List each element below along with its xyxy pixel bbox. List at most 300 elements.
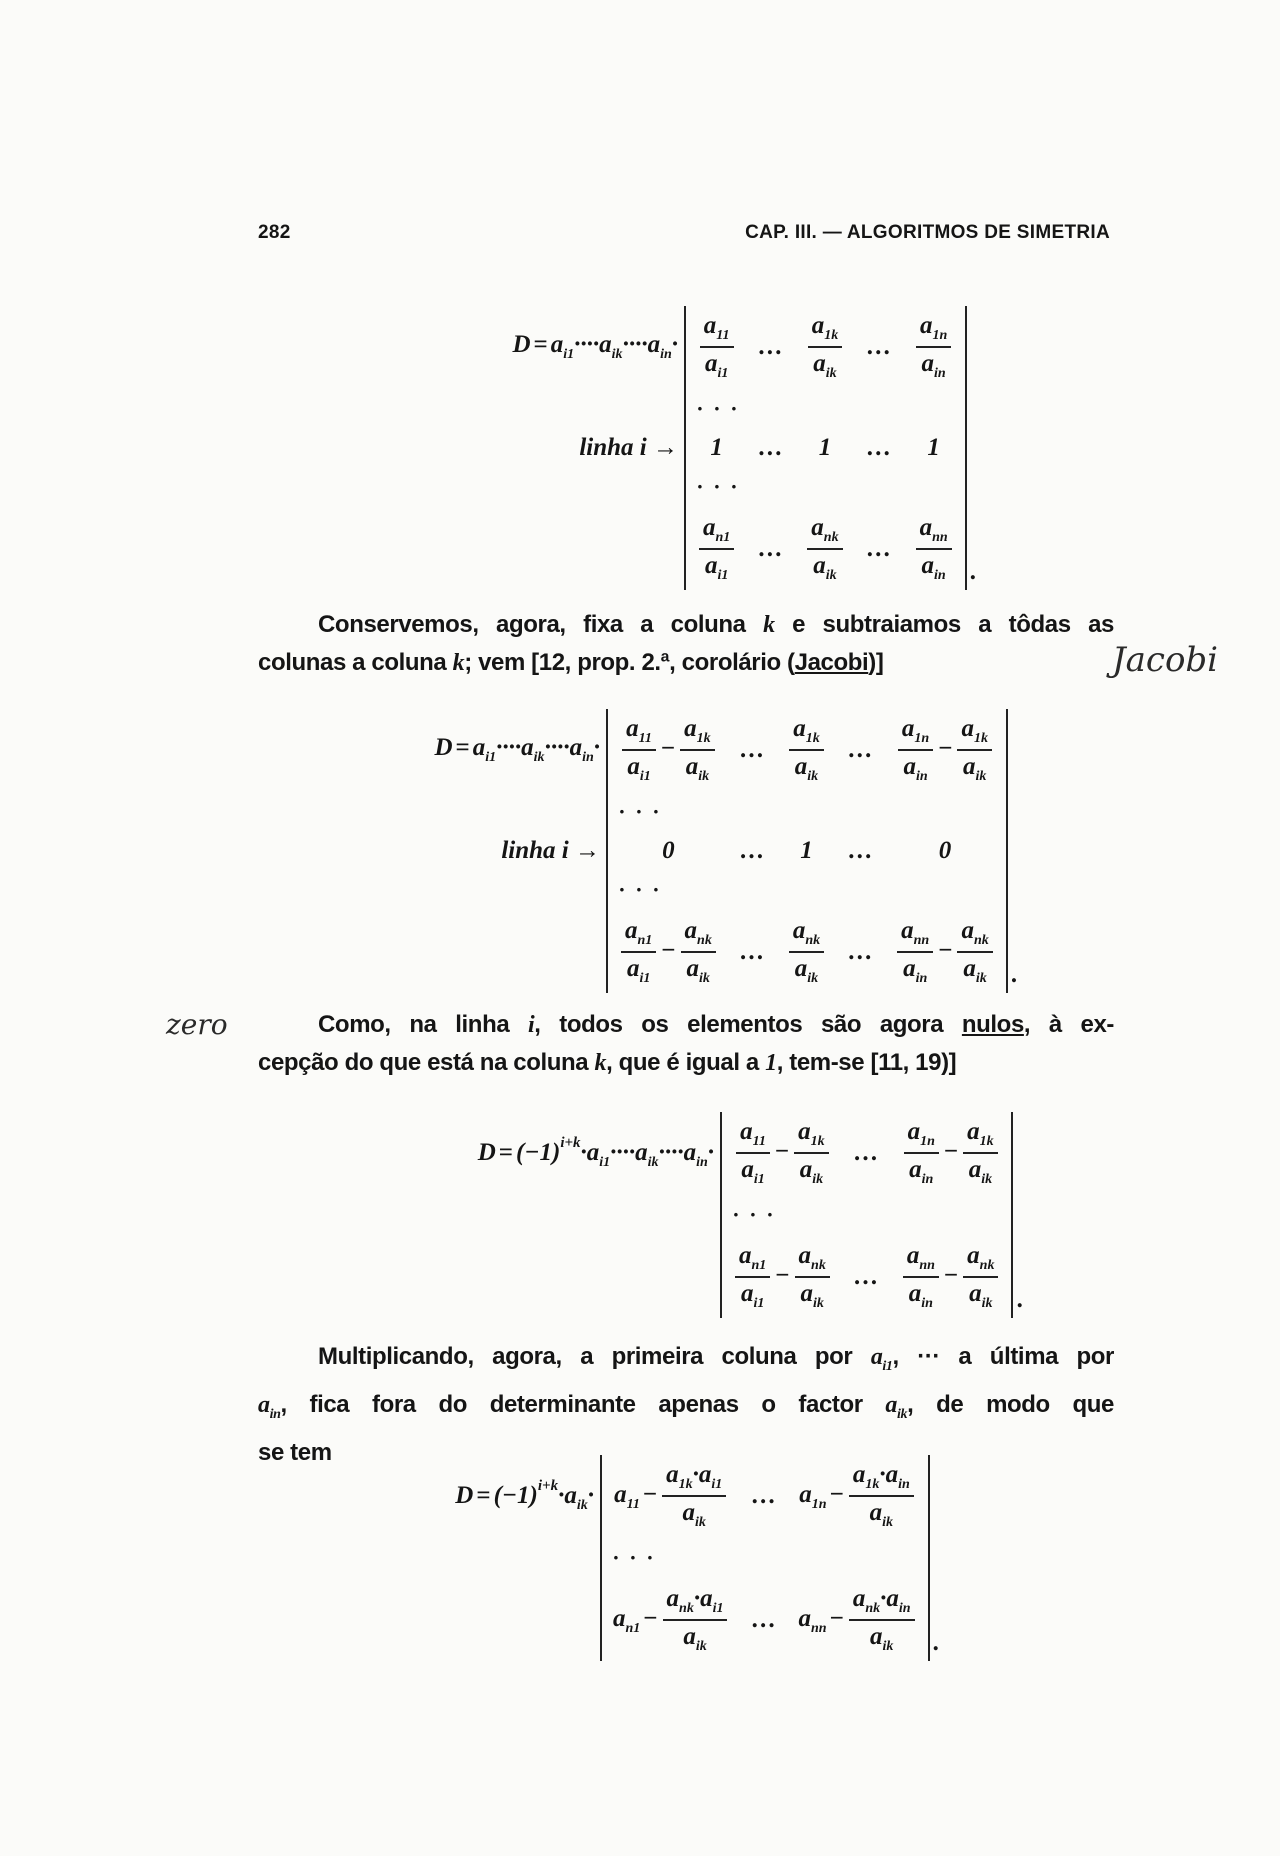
- math-text: ·: [587, 1482, 594, 1509]
- subscript: ik: [695, 1515, 706, 1530]
- row-label: [306, 911, 607, 993]
- subscript: ik: [533, 750, 545, 765]
- formula-determinant-4: [375, 1455, 951, 1661]
- paragraph-2: [258, 1006, 1114, 1082]
- fraction: [680, 713, 715, 787]
- math-text: …: [848, 837, 874, 864]
- text-line: [258, 1006, 1114, 1044]
- paragraph-3: [258, 1338, 1114, 1472]
- denominator: [791, 751, 822, 787]
- math-text: …: [739, 837, 765, 864]
- determinant-cell: [903, 430, 966, 466]
- math-variable: $a_{in}$: [683, 1139, 708, 1170]
- operator: −: [642, 1480, 658, 1508]
- denominator: [899, 953, 931, 989]
- math-text: , fica fora do determinante apenas o factor: [280, 1391, 886, 1418]
- math-variable: $a_{11}$: [740, 1118, 766, 1149]
- row-label: [308, 1112, 721, 1194]
- denominator: [679, 1621, 710, 1657]
- trailing-punctuation: .: [933, 1629, 940, 1656]
- math-text: ; vem [12, prop. 2.ª, corolário (: [464, 649, 795, 676]
- subscript: ik: [825, 366, 837, 381]
- numerator: [663, 1583, 728, 1619]
- paragraph-1: [258, 606, 1114, 682]
- subscript: 1k: [973, 731, 988, 746]
- determinant-cell: [837, 709, 884, 791]
- math-variable: $a_{ik}$: [794, 955, 819, 986]
- row-label: [308, 1194, 721, 1236]
- determinant-cell: [740, 1579, 787, 1661]
- math-text: (−1): [516, 1139, 561, 1166]
- subscript: 1n: [811, 1496, 827, 1512]
- math-text: …: [751, 1482, 777, 1509]
- determinant-cell: [794, 306, 855, 388]
- subscript: nn: [919, 1258, 935, 1273]
- math-variable: $a_{i1}$: [700, 1585, 724, 1616]
- math-text: 1: [710, 434, 723, 461]
- determinant-cell: [729, 709, 776, 791]
- page-number: 282: [258, 222, 291, 243]
- determinant-cell: [794, 430, 855, 466]
- inline-math: [885, 1392, 908, 1422]
- math-variable: $a_{in}$: [908, 1280, 933, 1311]
- numerator: [789, 713, 824, 749]
- math-variable: $a_{nk}$: [792, 917, 821, 948]
- denominator: [809, 348, 840, 384]
- operator: −: [774, 1137, 790, 1165]
- math-text: , que é igual a: [606, 1049, 766, 1076]
- row-label: [306, 791, 607, 833]
- numerator: [699, 512, 734, 548]
- fraction: [808, 310, 843, 384]
- row-label: [382, 388, 685, 430]
- math-text: ·: [558, 1482, 565, 1509]
- numerator: [735, 1240, 770, 1276]
- math-variable: $a_{ik}$: [800, 1280, 824, 1311]
- math-text: ·: [574, 331, 581, 358]
- math-variable: $a_{ik}$: [813, 350, 837, 381]
- subscript: i1: [485, 750, 497, 765]
- math-variable: $a_{in}$: [903, 955, 928, 986]
- subscript: in: [696, 1155, 708, 1170]
- math-text: linha i →: [501, 837, 600, 864]
- numerator: [795, 1240, 830, 1276]
- determinant-cell: [729, 833, 776, 869]
- numerator: [662, 1459, 726, 1495]
- math-text: e subtraiamos a tôdas as: [774, 611, 1114, 638]
- determinant-cell: [747, 508, 794, 590]
- math-text: Multiplicando, agora, a primeira coluna por: [318, 1343, 871, 1370]
- fraction: [735, 1240, 770, 1314]
- superscript: i+k: [537, 1478, 559, 1494]
- determinant-cell: [903, 306, 966, 388]
- subscript: ik: [647, 1155, 659, 1170]
- subscript: 11: [626, 1496, 640, 1512]
- math-text: ·: [692, 1461, 699, 1488]
- math-text: …: [758, 434, 784, 461]
- math-variable: $a_{i1}$: [704, 552, 729, 583]
- numerator: [700, 310, 734, 346]
- denominator: [965, 1278, 996, 1314]
- math-text: , ··· a última por: [892, 1343, 1114, 1370]
- subscript: nn: [810, 1620, 827, 1636]
- numerator: [680, 713, 715, 749]
- math-text: ·: [610, 1139, 617, 1166]
- math-variable: $a_{ik}$: [869, 1623, 894, 1654]
- math-variable: $a_{n1}$: [625, 917, 653, 948]
- determinant-cell: [856, 430, 903, 466]
- math-text: ·: [879, 1461, 886, 1488]
- fraction: [699, 512, 734, 586]
- denominator: [899, 751, 931, 787]
- fraction: [963, 1240, 998, 1314]
- math-text: linha i →: [579, 434, 678, 461]
- operator: −: [938, 734, 953, 762]
- math-text: ·: [658, 1139, 665, 1166]
- italic-symbol: k: [763, 612, 775, 638]
- determinant-row: [306, 869, 1029, 911]
- determinant-row: [375, 1537, 951, 1579]
- subscript: 11: [716, 328, 730, 343]
- determinant-cell: [601, 1455, 740, 1537]
- fraction: [662, 1459, 726, 1533]
- math-text: …: [758, 333, 784, 360]
- subscript: 11: [638, 731, 652, 746]
- math-text: …: [848, 736, 874, 763]
- subscript: in: [269, 1407, 281, 1422]
- math-variable: $a_{in}$: [909, 1156, 934, 1187]
- math-variable: $a_{1k}$: [852, 1461, 880, 1492]
- subscript: in: [921, 1172, 934, 1187]
- fraction: [663, 1583, 728, 1657]
- row-label: [382, 430, 685, 466]
- subscript: 1k: [696, 731, 711, 746]
- superscript: i+k: [560, 1135, 581, 1151]
- math-text: 0: [938, 837, 952, 864]
- determinant-cell: [837, 833, 884, 869]
- trailing-punctuation: [929, 1455, 951, 1537]
- subscript: in: [660, 347, 672, 362]
- determinant-cell: [729, 911, 776, 993]
- determinant-cell: [837, 911, 884, 993]
- math-variable: $a_{in}$: [258, 1392, 281, 1422]
- math-variable: $a_{in}$: [903, 753, 928, 784]
- math-text: D: [477, 1139, 496, 1166]
- row-label: [375, 1455, 601, 1537]
- math-text: ·: [544, 734, 551, 761]
- subscript: 1k: [865, 1477, 880, 1492]
- operator: −: [643, 1604, 658, 1632]
- subscript: ik: [807, 769, 819, 784]
- determinant-row: [375, 1455, 951, 1537]
- math-variable: $a_{ik}$: [635, 1139, 659, 1170]
- determinant-cell: [856, 508, 903, 590]
- row-label: [308, 1236, 721, 1318]
- math-text: ·: [693, 1585, 701, 1612]
- determinant-cell: [890, 1112, 1013, 1194]
- denominator: [682, 751, 713, 787]
- math-variable: $a_{1k}$: [666, 1461, 693, 1492]
- subscript: 1n: [914, 731, 930, 746]
- denominator: [959, 751, 990, 787]
- row-label: [306, 709, 607, 791]
- operator: −: [943, 1261, 959, 1289]
- determinant-table: [375, 1455, 951, 1661]
- math-variable: $a_{ik}$: [686, 955, 710, 986]
- operator: −: [938, 936, 953, 964]
- ellipsis-row: · · ·: [607, 869, 1007, 911]
- math-variable: $a_{nn}$: [919, 514, 948, 545]
- subscript: 1k: [824, 328, 839, 343]
- numerator: [957, 915, 992, 951]
- math-variable: $a_{i1}$: [472, 734, 497, 765]
- subscript: nk: [979, 1258, 995, 1273]
- trailing-punctuation: [929, 1537, 951, 1579]
- math-text: Como, na linha: [318, 1011, 528, 1038]
- math-text: ···: [550, 734, 570, 761]
- subscript: in: [915, 769, 928, 784]
- fraction: [963, 1116, 998, 1190]
- fraction: [957, 915, 992, 989]
- operator: −: [660, 734, 676, 762]
- subscript: ik: [897, 1407, 908, 1422]
- subscript: i1: [717, 366, 729, 381]
- fraction: [903, 1240, 939, 1314]
- trailing-punctuation: .: [970, 558, 977, 585]
- subscript: n1: [625, 1620, 641, 1636]
- math-text: …: [853, 1263, 879, 1290]
- denominator: [679, 1497, 710, 1533]
- math-text: …: [866, 434, 892, 461]
- math-variable: $a_{n1}$: [613, 1604, 641, 1636]
- math-variable: $a_{i1}$: [698, 1461, 723, 1492]
- math-variable: $a_{i1}$: [704, 350, 729, 381]
- subscript: ik: [698, 769, 710, 784]
- numerator: [849, 1583, 915, 1619]
- subscript: i1: [882, 1359, 893, 1374]
- subscript: in: [934, 568, 946, 583]
- determinant-table: [308, 1112, 1035, 1318]
- ellipsis-row: · · ·: [607, 791, 1007, 833]
- subscript: 11: [752, 1134, 766, 1149]
- denominator: [866, 1621, 897, 1657]
- denominator: [797, 1278, 828, 1314]
- ellipsis-row: · · ·: [685, 388, 966, 430]
- row-label: [375, 1579, 601, 1661]
- subscript: 1k: [678, 1477, 693, 1492]
- subscript: ik: [576, 1498, 588, 1513]
- fraction: [898, 713, 933, 787]
- determinant-cell: [685, 508, 747, 590]
- italic-symbol: k: [594, 1050, 607, 1076]
- subscript: nk: [973, 933, 989, 948]
- trailing-punctuation: [966, 466, 988, 508]
- determinant-cell: [601, 1579, 740, 1661]
- subscript: i1: [753, 1296, 765, 1311]
- determinant-row: [382, 388, 988, 430]
- trailing-punctuation: [966, 430, 988, 466]
- math-text: ·: [593, 734, 600, 761]
- row-label: [382, 306, 685, 388]
- operator: −: [943, 1137, 959, 1165]
- text-line: [258, 644, 1114, 682]
- denominator: [701, 348, 732, 384]
- operator: −: [829, 1480, 844, 1508]
- subscript: i1: [712, 1601, 724, 1616]
- fraction: [849, 1459, 914, 1533]
- math-text: ···: [664, 1139, 684, 1166]
- determinant-cell: [685, 430, 747, 466]
- formula-determinant-1: [382, 306, 988, 590]
- math-text: 1: [927, 434, 940, 461]
- math-variable: $a_{i1}$: [627, 753, 651, 784]
- math-variable: $a_{1k}$: [967, 1118, 994, 1149]
- fraction: [622, 713, 656, 787]
- subscript: i1: [711, 1477, 723, 1492]
- math-text: 1: [800, 837, 813, 864]
- text-line: [258, 1386, 1114, 1434]
- formula-determinant-3: [308, 1112, 1035, 1318]
- numerator: [794, 1116, 829, 1152]
- math-text: …: [758, 535, 784, 562]
- numerator: [849, 1459, 914, 1495]
- numerator: [681, 915, 716, 951]
- math-text: (−1): [493, 1482, 538, 1509]
- row-label: [382, 466, 685, 508]
- math-text: , todos os elementos são agora: [534, 1011, 962, 1038]
- math-variable: $a_{1n}$: [799, 1480, 827, 1512]
- determinant-row: [382, 466, 988, 508]
- subscript: 1k: [979, 1134, 994, 1149]
- fraction: [957, 713, 992, 787]
- subscript: i1: [753, 1172, 765, 1187]
- row-label: [306, 833, 607, 869]
- numerator: [916, 512, 952, 548]
- math-variable: $a_{i1}$: [586, 1139, 611, 1170]
- denominator: [796, 1154, 827, 1190]
- numerator: [957, 713, 992, 749]
- math-variable: $a_{ik}$: [683, 1623, 707, 1654]
- math-variable: $a_{n1}$: [703, 514, 731, 545]
- math-variable: $a_{nk}$: [666, 1585, 694, 1616]
- math-variable: $a_{nk}$: [798, 1242, 826, 1273]
- trailing-punctuation: [1007, 709, 1029, 791]
- determinant-cell: [794, 508, 855, 590]
- trailing-punctuation: [1012, 1112, 1034, 1194]
- math-variable: $a_{i1}$: [740, 1280, 765, 1311]
- math-text: colunas a coluna: [258, 649, 453, 676]
- fraction: [795, 1240, 830, 1314]
- subscript: ik: [981, 1296, 993, 1311]
- math-variable: $a_{nk}$: [967, 1242, 995, 1273]
- math-text: D: [512, 331, 531, 358]
- determinant-cell: [776, 709, 837, 791]
- math-variable: $a_{ik}$: [869, 1499, 893, 1530]
- italic-symbol: 1: [765, 1050, 777, 1076]
- math-variable: $a_{11}$: [703, 312, 730, 343]
- subscript: n1: [637, 933, 653, 948]
- subscript: i1: [563, 347, 575, 362]
- math-text: )]: [868, 649, 884, 676]
- subscript: nk: [697, 933, 712, 948]
- math-variable: $a_{i1}$: [870, 1344, 893, 1374]
- subscript: i1: [639, 971, 651, 986]
- italic-symbol: i: [527, 1012, 535, 1038]
- subscript: in: [582, 750, 594, 765]
- denominator: [791, 953, 822, 989]
- numerator: [789, 915, 824, 951]
- numerator: [622, 713, 656, 749]
- subscript: ik: [882, 1515, 893, 1530]
- math-text: …: [739, 736, 765, 763]
- math-text: ···: [616, 1139, 636, 1166]
- math-text: …: [848, 938, 874, 965]
- subscript: i1: [717, 568, 729, 583]
- numerator: [963, 1240, 998, 1276]
- math-text: se tem: [258, 1439, 332, 1466]
- math-variable: $a_{11}$: [626, 715, 652, 746]
- determinant-row: [308, 1236, 1035, 1318]
- math-text: …: [853, 1139, 879, 1166]
- math-variable: $a_{1k}$: [961, 715, 988, 746]
- determinant-cell: [787, 1579, 928, 1661]
- numerator: [808, 310, 843, 346]
- math-variable: $a_{in}$: [647, 331, 672, 362]
- math-variable: $a_{nk}$: [961, 917, 989, 948]
- math-text: ···: [502, 734, 522, 761]
- math-variable: $a_{ik}$: [799, 1156, 824, 1187]
- subscript: n1: [715, 530, 731, 545]
- determinant-row: [382, 306, 988, 388]
- subscript: i1: [639, 769, 651, 784]
- fraction: [897, 915, 933, 989]
- math-text: …: [866, 535, 892, 562]
- math-variable: $a_{nn}$: [901, 917, 930, 948]
- denominator: [965, 1154, 996, 1190]
- math-variable: $a_{1n}$: [919, 312, 948, 343]
- denominator: [737, 1278, 768, 1314]
- math-variable: $a_{1n}$: [901, 715, 930, 746]
- math-text: , de modo que: [907, 1391, 1114, 1418]
- determinant-cell: [685, 306, 747, 388]
- math-text: D: [434, 734, 453, 761]
- subscript: ik: [699, 971, 710, 986]
- math-text: ·: [671, 331, 678, 358]
- subscript: ik: [611, 347, 623, 362]
- math-variable: $a_{ik}$: [963, 955, 987, 986]
- subscript: ik: [882, 1639, 894, 1654]
- fraction: [789, 915, 824, 989]
- fraction: [736, 1116, 770, 1190]
- fraction: [621, 915, 656, 989]
- math-text: ···: [628, 331, 648, 358]
- math-variable: $a_{ik}$: [885, 1392, 908, 1422]
- denominator: [866, 1497, 897, 1533]
- handwritten-note-zero: zero: [166, 1008, 228, 1041]
- denominator: [809, 550, 840, 586]
- math-variable: $a_{ik}$: [682, 1499, 706, 1530]
- row-label: [382, 508, 685, 590]
- math-text: ·: [496, 734, 503, 761]
- math-text: , à ex-: [1023, 1011, 1114, 1038]
- subscript: nk: [805, 933, 821, 948]
- determinant-cell: [747, 430, 794, 466]
- determinant-table: [382, 306, 988, 590]
- trailing-punctuation: [1007, 791, 1029, 833]
- fraction: [807, 512, 842, 586]
- math-text: ···: [580, 331, 600, 358]
- subscript: ik: [981, 1172, 993, 1187]
